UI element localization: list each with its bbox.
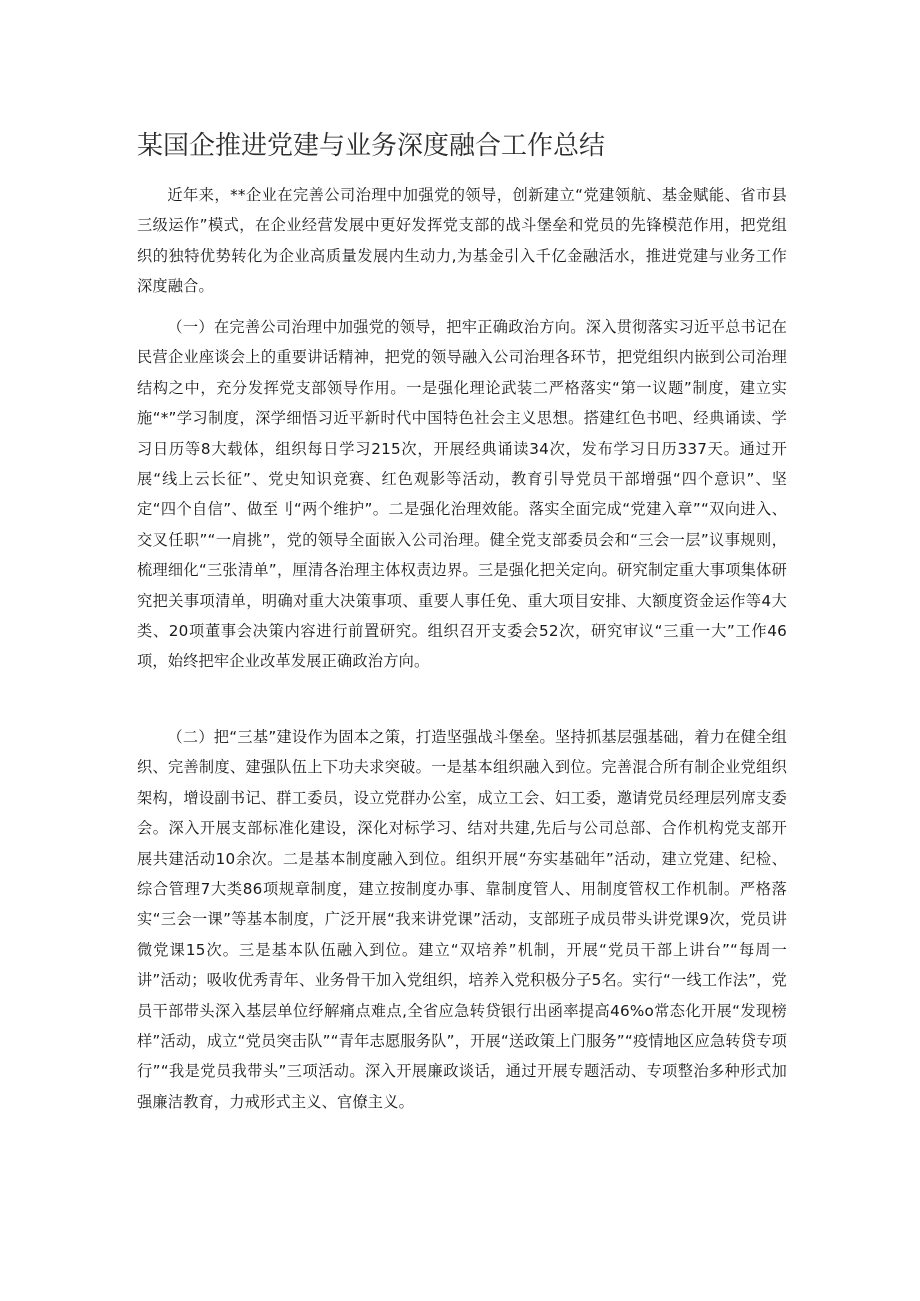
document-title: 某国企推进党建与业务深度融合工作总结 (137, 131, 606, 161)
paragraph-section-1: （一）在完善公司治理中加强党的领导，把牢正确政治方向。深入贯彻落实习近平总书记在民营企业座谈会上的重要讲话精神，把党的领导融入公司治理各环节，把党组织内嵌到公司治理结构之中，充分发挥党支部领导作用。一是强化理论武装二严格落实“第一议题”制度，建立实施“*”学习制度，深学细悟习近平新时代中国特色社会主义思想。搭建红色书吧、经典诵读、学习日历等8大载体，组织每日学习215次，开展经典诵读34次，发布学习日历337天。通过开展“线上云长征”、党史知识竞赛、红色观影等活动，教育引导党员干部增强“四个意识”、坚定“四个自信”、做至刂“两个维护”。二是强化治理效能。落实全面完成“党建入章”“双向进入、交叉任职”“一肩挑”，党的领导全面嵌入公司治理。健全党支部委员会和“三会一层”议事规则，梳理细化“三张清单”，厘清各治理主体权责边界。三是强化把关定向。研究制定重大事项集体研究把关事项清单，明确对重大决策事项、重要人事任免、重大项目安排、大额度资金运作等4大类、20项董事会决策内容进行前置研究。组织召开支委会52次，研究审议“三重一大”工作46项，始终把牢企业改革发展正确政治方向。 (137, 318, 787, 671)
paragraph-section-2: （二）把“三基”建设作为固本之策，打造坚强战斗堡垒。坚持抓基层强基础，着力在健全组织、完善制度、建强队伍上下功夫求突破。一是基本组织融入到位。完善混合所有制企业党组织架构，增设副书记、群工委员，设立党群办公室，成立工会、妇工委，邀请党员经理层列席支委会。深入开展支部标准化建设，深化对标学习、结对共建,先后与公司总部、合作机构党支部开展共建活动10余次。二是基本制度融入到位。组织开展“夯实基础年”活动，建立党建、纪检、综合管理7大类86项规章制度，建立按制度办事、靠制度管人、用制度管权工作机制。严格落实“三会一课”等基本制度，广泛开展“我来讲党课”活动，支部班子成员带头讲党课9次，党员讲微党课15次。三是基本队伍融入到位。建立“双培养”机制，开展“党员干部上讲台”“每周一讲”活动；吸收优秀青年、业务骨干加入党组织，培养入党积极分子5名。实行“一线工作法”，党员干部带头深入基层单位纾解痛点难点,全省应急转贷银行出函率提高46%o常态化开展“发现榜样”活动，成立“党员突击队”“青年志愿服务队”，开展“送政策上门服务”“疫情地区应急转贷专项行”“我是党员我带头”三项活动。深入开展廉政谈话，通过开展专题活动、专项整治多种形式加强廉洁教育，力戒形式主义、官僚主义。 (137, 728, 787, 1111)
paragraph-intro: 近年来，**企业在完善公司治理中加强党的领导，创新建立“党建领航、基金赋能、省市县三级运作”模式，在企业经营发展中更好发挥党支部的战斗堡垒和党员的先锋模范作用，把党组织的独特优势转化为企业高质量发展内生动力,为基金引入千亿金融活水，推进党建与业务工作深度融合。 (137, 186, 787, 296)
